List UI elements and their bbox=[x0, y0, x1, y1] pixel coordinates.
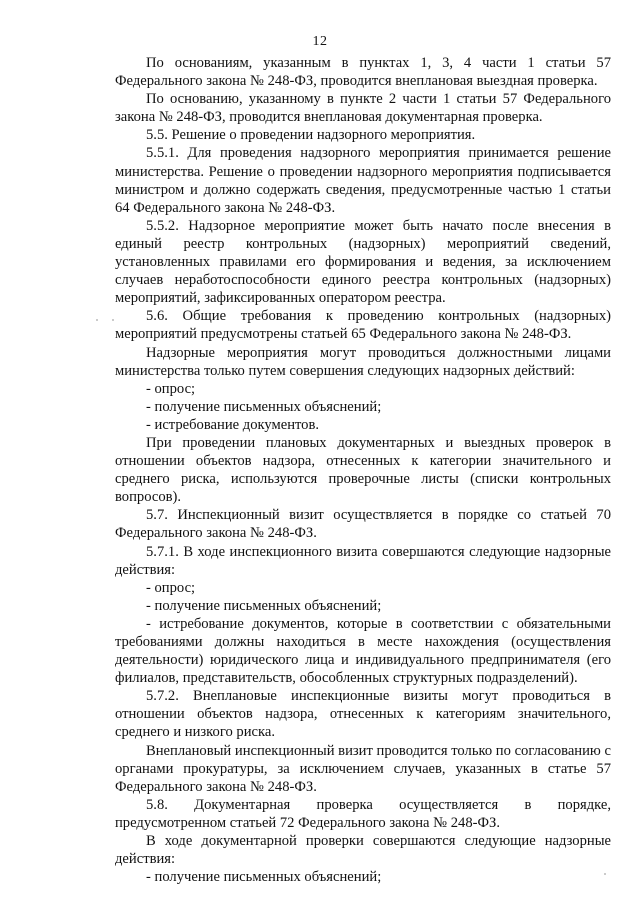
list-item: - получение письменных объяснений; bbox=[146, 398, 382, 415]
paragraph-supervisory-actions-intro: Надзорные мероприятия могут проводиться должностными лицами министерства только путем совершения следующих надзорных действий: bbox=[115, 344, 611, 379]
paragraph-documentary-actions-intro: В ходе документарной проверки совершаются следующие надзорные действия: bbox=[115, 833, 611, 868]
list-item: - истребование документов, которые в соответствии с обязательными требованиями должны находиться в месте нахождения (осуществления деятельности) юридического лица и индивидуального предпринимателя (его филиалов, представительств, обособленных структурных подразделений). bbox=[115, 615, 611, 687]
paragraph-5-7-1: 5.7.1. В ходе инспекционного визита совершаются следующие надзорные действия: bbox=[115, 543, 611, 578]
scan-speck bbox=[112, 319, 114, 321]
paragraph-5-7-2: 5.7.2. Внеплановые инспекционные визиты могут проводиться в отношении объектов надзора, отнесенных к категориям значительного, среднего и низкого риска. bbox=[115, 688, 611, 741]
list-item: - получение письменных объяснений; bbox=[146, 597, 382, 614]
paragraph-unscheduled-visit: Внеплановый инспекционный визит проводится только по согласованию с органами прокуратуры, за исключением случаев, указанных в статье 57 Федерального закона № 248-ФЗ. bbox=[115, 742, 611, 795]
list-item: - получение письменных объяснений; bbox=[146, 869, 382, 886]
paragraph-documentary-grounds: По основанию, указанному в пункте 2 части 1 статьи 57 Федерального закона № 248-ФЗ, проводится внеплановая документарная проверка. bbox=[115, 91, 611, 126]
paragraph-5-5-2: 5.5.2. Надзорное мероприятие может быть начато после внесения в единый реестр контрольных (надзорных) мероприятий сведений, установленных правилами его формирования и ведения, за исключением случаев неработоспособности единого реестра контрольных (надзорных) мероприятий, зафиксированных оператором реестра. bbox=[115, 217, 611, 307]
scan-speck bbox=[604, 873, 606, 875]
section-5-5-heading: 5.5. Решение о проведении надзорного мероприятия. bbox=[146, 127, 476, 144]
paragraph-5-8: 5.8. Документарная проверка осуществляется в порядке, предусмотренном статьей 72 Федерального закона № 248-ФЗ. bbox=[115, 796, 611, 831]
paragraph-outside-inspection-grounds: По основаниям, указанным в пунктах 1, 3, 4 части 1 статьи 57 Федерального закона № 248-ФЗ, проводится внеплановая выездная проверка. bbox=[115, 55, 611, 90]
list-item: - истребование документов. bbox=[146, 416, 320, 433]
paragraph-5-6: 5.6. Общие требования к проведению контрольных (надзорных) мероприятий предусмотрены статьей 65 Федерального закона № 248-ФЗ. bbox=[115, 308, 611, 343]
paragraph-5-7: 5.7. Инспекционный визит осуществляется в порядке со статьей 70 Федерального закона № 248-ФЗ. bbox=[115, 507, 611, 542]
scan-speck bbox=[96, 319, 98, 321]
paragraph-5-5-1: 5.5.1. Для проведения надзорного мероприятия принимается решение министерства. Решение о проведении надзорного мероприятия подписывается министром и должно содержать сведения, предусмотренные частью 1 статьи 64 Федерального закона № 248-ФЗ. bbox=[115, 145, 611, 216]
list-item: - опрос; bbox=[146, 380, 196, 397]
paragraph-checklists: При проведении плановых документарных и выездных проверок в отношении объектов надзора, отнесенных к категории значительного и среднего риска, используются проверочные листы (списки контрольных вопросов). bbox=[115, 434, 611, 506]
page-number: 12 bbox=[312, 34, 328, 49]
document-body bbox=[115, 54, 611, 886]
list-item: - опрос; bbox=[146, 579, 196, 596]
